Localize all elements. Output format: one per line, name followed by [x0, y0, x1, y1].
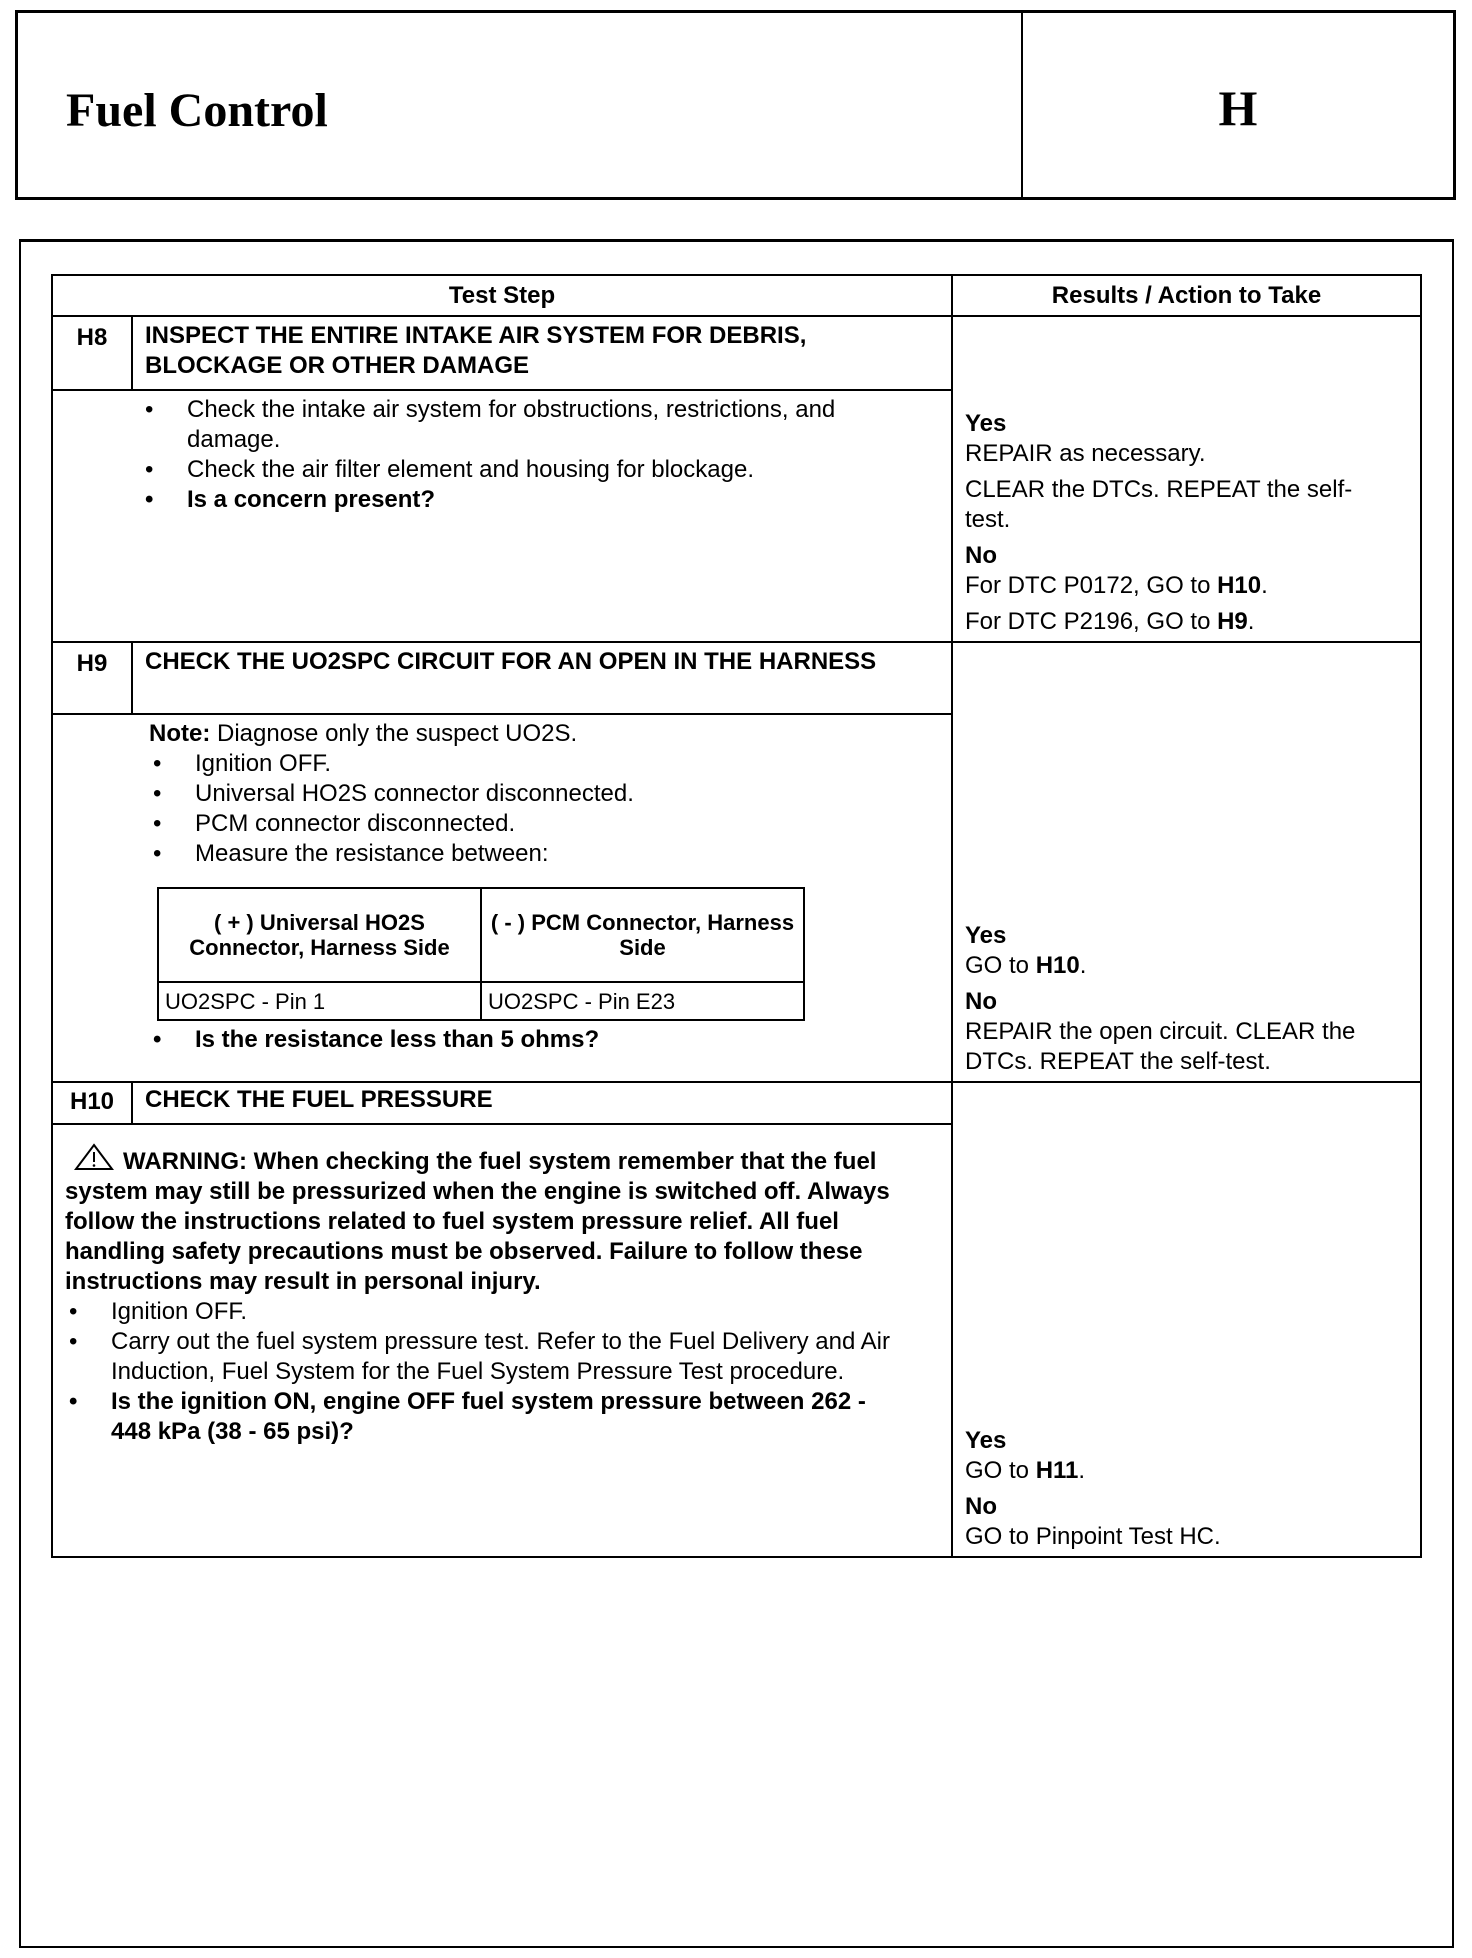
step-results	[952, 316, 1421, 642]
yes-label: Yes	[965, 922, 1007, 949]
warning-block	[65, 1129, 891, 1297]
section-letter: H	[1218, 80, 1258, 136]
step-title: CHECK THE UO2SPC CIRCUIT FOR AN OPEN IN THE HARNESS	[132, 642, 952, 714]
step-id: H9	[52, 642, 132, 714]
step-results	[952, 642, 1421, 1082]
bullet-item: • PCM connector disconnected.	[149, 809, 911, 839]
question-item: • Is the resistance less than 5 ohms?	[149, 1025, 911, 1055]
bullet-item: • Check the air filter element and housing for blockage.	[141, 455, 911, 485]
bullet-item: • Ignition OFF.	[65, 1297, 891, 1327]
step-body	[52, 714, 952, 1082]
bullet-item: • Universal HO2S connector disconnected.	[149, 779, 911, 809]
yes-action: GO to H10.	[965, 952, 1087, 979]
note: Note: Diagnose only the suspect UO2S.	[149, 720, 578, 747]
resistance-measure-table	[157, 887, 805, 1021]
step-title: INSPECT THE ENTIRE INTAKE AIR SYSTEM FOR DEBRIS, BLOCKAGE OR OTHER DAMAGE	[132, 316, 952, 390]
no-label: No	[965, 1493, 997, 1520]
bullet-item: • Measure the resistance between:	[149, 839, 911, 869]
yes-label: Yes	[965, 410, 1007, 437]
pinpoint-test-table	[51, 274, 1422, 1558]
bullet-item: • Ignition OFF.	[149, 749, 911, 779]
measure-cell: UO2SPC - Pin E23	[481, 982, 804, 1020]
no-action: For DTC P2196, GO to H9.	[965, 608, 1255, 635]
step-title: CHECK THE FUEL PRESSURE	[132, 1082, 952, 1124]
step-body	[52, 1124, 952, 1557]
question-item: • Is a concern present?	[141, 485, 911, 515]
no-label: No	[965, 988, 997, 1015]
step-title-row	[52, 316, 1421, 390]
column-header-results: Results / Action to Take	[952, 275, 1421, 316]
bullet-item: • Carry out the fuel system pressure test. Refer to the Fuel Delivery and Air Induction, Fuel System for the Fuel System Pressure Test procedure.	[65, 1327, 891, 1387]
step-id: H10	[52, 1082, 132, 1124]
column-header-test-step: Test Step	[52, 275, 952, 316]
bullet-item: • Check the intake air system for obstructions, restrictions, and damage.	[141, 395, 911, 455]
step-title-row	[52, 1082, 1421, 1124]
section-title: Fuel Control	[66, 84, 328, 137]
measure-header-positive: ( + ) Universal HO2S Connector, Harness Side	[158, 888, 481, 982]
measure-header-negative: ( - ) PCM Connector, Harness Side	[481, 888, 804, 982]
table-header-row	[52, 275, 1421, 316]
measure-cell: UO2SPC - Pin 1	[158, 982, 481, 1020]
warning-text: WARNING: When checking the fuel system remember that the fuel system may still be pressurized when the engine is switched off. Always follow the instructions related to fuel system pressure relief. All fuel handling safety precautions must be observed. Failure to follow these instructions may result in personal injury.	[65, 1148, 890, 1295]
step-id: H8	[52, 316, 132, 390]
step-body	[52, 390, 952, 642]
page-header	[15, 10, 1456, 200]
no-label: No	[965, 542, 997, 569]
yes-action: CLEAR the DTCs. REPEAT the self-test.	[965, 476, 1353, 533]
yes-action: REPAIR as necessary.	[965, 440, 1206, 467]
warning-triangle-icon	[73, 1143, 115, 1171]
step-results	[952, 1082, 1421, 1557]
yes-label: Yes	[965, 1427, 1007, 1454]
yes-action: GO to H11.	[965, 1457, 1086, 1484]
no-action: GO to Pinpoint Test HC.	[965, 1523, 1221, 1550]
no-action: REPAIR the open circuit. CLEAR the DTCs. REPEAT the self-test.	[965, 1018, 1356, 1075]
no-action: For DTC P0172, GO to H10.	[965, 572, 1268, 599]
step-title-row	[52, 642, 1421, 714]
question-item: • Is the ignition ON, engine OFF fuel system pressure between 262 - 448 kPa (38 - 65 psi)?	[65, 1387, 891, 1447]
